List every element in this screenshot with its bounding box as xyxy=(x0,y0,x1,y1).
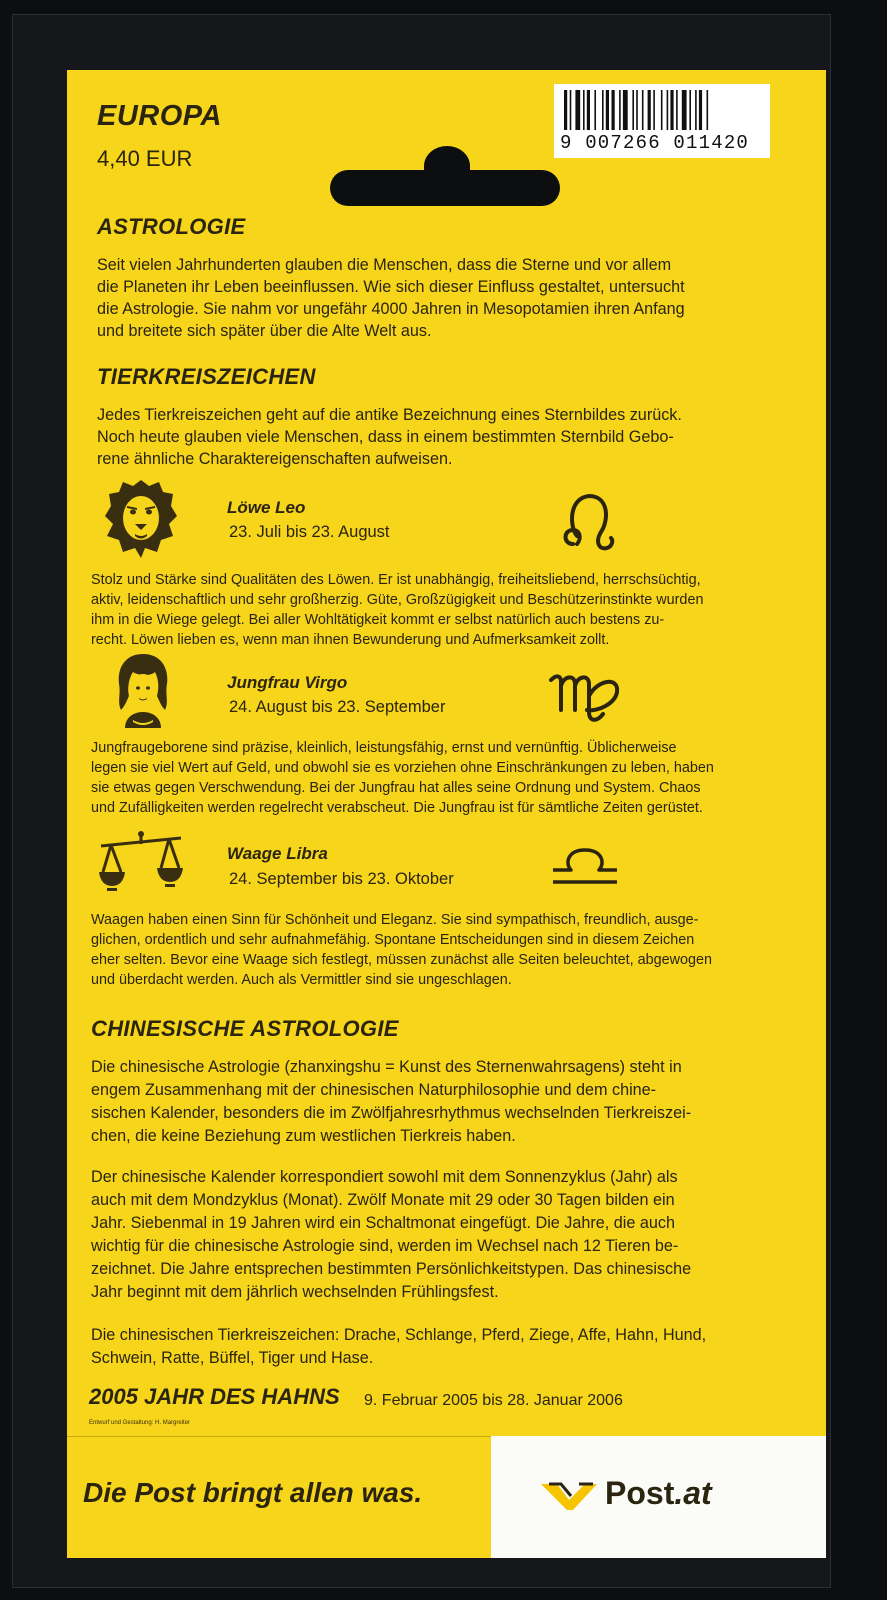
tierkreis-text: Jedes Tierkreiszeichen geht auf die antike Bezeichnung eines Sternbildes zurück. Noch heute glauben viele Menschen, dass in einem bestimmten Sternbild Gebo- rene ähnliche Charaktereigenschaften aufweisen. xyxy=(97,406,682,468)
chinese-paragraph-3: Die chinesischen Tierkreiszeichen: Drache, Schlange, Pferd, Ziege, Affe, Hahn, Hund, Schwein, Ratte, Büffel, Tiger und Hase. xyxy=(91,1326,707,1367)
libra-symbol-icon xyxy=(551,842,619,886)
design-credit: Entwurf und Gestaltung: H. Margreiter xyxy=(89,1420,191,1426)
barcode-bar xyxy=(676,90,678,130)
barcode-bar xyxy=(689,90,691,130)
barcode-bar xyxy=(667,90,669,130)
virgo-symbol-icon xyxy=(547,666,625,724)
price: 4,40 EUR xyxy=(97,146,193,171)
sign-dates-virgo: 24. August bis 23. September xyxy=(229,698,446,716)
hang-hole xyxy=(330,170,560,206)
barcode-bar xyxy=(606,90,609,130)
barcode-bar xyxy=(682,90,687,130)
leo-symbol-icon xyxy=(559,488,619,554)
footer-logo-panel xyxy=(491,1436,826,1558)
barcode-bar xyxy=(612,90,615,130)
barcode-bar xyxy=(583,90,585,130)
barcode-bar xyxy=(670,90,673,130)
brand-title: EUROPA xyxy=(97,100,222,132)
barcode-bar xyxy=(648,90,651,130)
barcode xyxy=(554,84,770,158)
barcode-bar xyxy=(695,90,697,130)
barcode-bar xyxy=(575,90,580,130)
post-logo-text: Post xyxy=(605,1475,675,1511)
barcode-bars xyxy=(564,90,760,130)
year-of-rooster-dates: 9. Februar 2005 bis 28. Januar 2006 xyxy=(364,1392,623,1409)
barcode-bar xyxy=(602,90,604,130)
barcode-bar xyxy=(653,90,655,130)
barcode-bar xyxy=(636,90,638,130)
post-horn-icon xyxy=(539,1480,599,1512)
maiden-icon xyxy=(111,650,175,728)
footer-slogan-panel xyxy=(67,1436,491,1558)
slogan: Die Post bringt allen was. xyxy=(83,1477,423,1508)
chinese-paragraph-1: Die chinesische Astrologie (zhanxingshu = Kunst des Sternenwahrsagens) steht in engem Zusammenhang mit der chinesischen Naturphilosophie und dem chine- sischen Kalender, besonders die im Zwölfjahresrhythmus wechselnden Tierkreiszei- chen, die keine Beziehung zum westlichen Tierkreis haben. xyxy=(91,1058,692,1145)
post-logo xyxy=(605,1475,712,1512)
chinese-paragraph-2: Der chinesische Kalender korrespondiert sowohl mit dem Sonnenzyklus (Jahr) als auch mit dem Mondzyklus (Monat). Zwölf Monate mit 29 oder 30 Tagen bilden ein Jahr. Siebenmal in 19 Jahren wird ein Schaltmonat eingefügt. Die Jahre, die auch wichtig für die chinesische Astrologie sind, werden im Wechsel nach 12 Tieren be- zeichnet. Die Jahre entsprechen bestimmten Persönlichkeitstypen. Das chinesische Jahr beginnt mit dem jährlich wechselnden Frühlingsfest. xyxy=(91,1168,692,1301)
barcode-bar xyxy=(570,90,572,130)
barcode-bar xyxy=(619,90,621,130)
heading-chinesische-astrologie: CHINESISCHE ASTROLOGIE xyxy=(91,1016,399,1041)
sign-name-virgo: Jungfrau Virgo xyxy=(227,673,348,692)
barcode-bar xyxy=(642,90,644,130)
lion-icon xyxy=(105,478,177,558)
post-logo-suffix: .at xyxy=(674,1475,712,1511)
barcode-bar xyxy=(587,90,590,130)
libra-text: Waagen haben einen Sinn für Schönheit und Eleganz. Sie sind sympathisch, freundlich, ausge- glichen, ordentlich und sehr aufnahmefähig. Spontane Entscheidungen sind in diesem Zeichen eher selten. Bevor eine Waage sich festlegt, müssen zunächst alle Seiten beleuchtet, abgewogen und überdacht werden. Auch als Vermittler sind sie ungeschlagen. xyxy=(91,912,713,988)
sign-dates-libra: 24. September bis 23. Oktober xyxy=(229,870,454,888)
sign-name-libra: Waage Libra xyxy=(227,844,328,863)
barcode-bar xyxy=(707,90,709,130)
sign-name-leo: Löwe Leo xyxy=(227,498,306,517)
year-of-rooster-title: 2005 JAHR DES HAHNS xyxy=(89,1384,340,1409)
barcode-bar xyxy=(661,90,663,130)
barcode-bar xyxy=(564,90,567,130)
heading-astrologie: ASTROLOGIE xyxy=(97,214,246,239)
sign-dates-leo: 23. Juli bis 23. August xyxy=(229,523,390,541)
barcode-bar xyxy=(623,90,628,130)
virgo-text: Jungfraugeborene sind präzise, kleinlich, leistungsfähig, ernst und vernünftig. Üblicherweise legen sie viel Wert auf Geld, und obwohl sie es vorziehen ohne Einschränkungen zu leben, haben sie etwas gegen Verschwendung. Bei der Jungfrau hat alles seine Ordnung und System. Chaos und Zufälligkeiten werden regelrecht verabscheut. Die Jungfrau ist für sämtliche Zeiten gerüstet. xyxy=(91,740,714,816)
scales-icon xyxy=(97,830,185,892)
barcode-number: 9 007266 011420 xyxy=(560,132,750,154)
astrologie-text: Seit vielen Jahrhunderten glauben die Menschen, dass die Sterne und vor allem die Planeten ihr Leben beeinflussen. Wie sich dieser Einfluss gestaltet, untersucht die Astrologie. Sie nahm vor ungefähr 4000 Jahren in Mesopotamien ihren Anfang und breitete sich später über die Alte Welt aus. xyxy=(97,256,685,340)
barcode-bar xyxy=(632,90,634,130)
stamp-booklet-card xyxy=(67,70,826,1558)
heading-tierkreiszeichen: TIERKREISZEICHEN xyxy=(97,364,316,389)
barcode-bar xyxy=(699,90,702,130)
leo-text: Stolz und Stärke sind Qualitäten des Löwen. Er ist unabhängig, freiheitsliebend, herrschsüchtig, aktiv, leidenschaftlich und sehr großherzig. Güte, Großzügigkeit und Beschützerinstinkte wurden ihm in die Wiege gelegt. Bei aller Wohltätigkeit kommt er selbst natürlich auch bestens zu- recht. Löwen lieben es, wenn man ihnen Bewunderung und Aufmerksamkeit zollt. xyxy=(91,572,704,648)
barcode-bar xyxy=(594,90,596,130)
